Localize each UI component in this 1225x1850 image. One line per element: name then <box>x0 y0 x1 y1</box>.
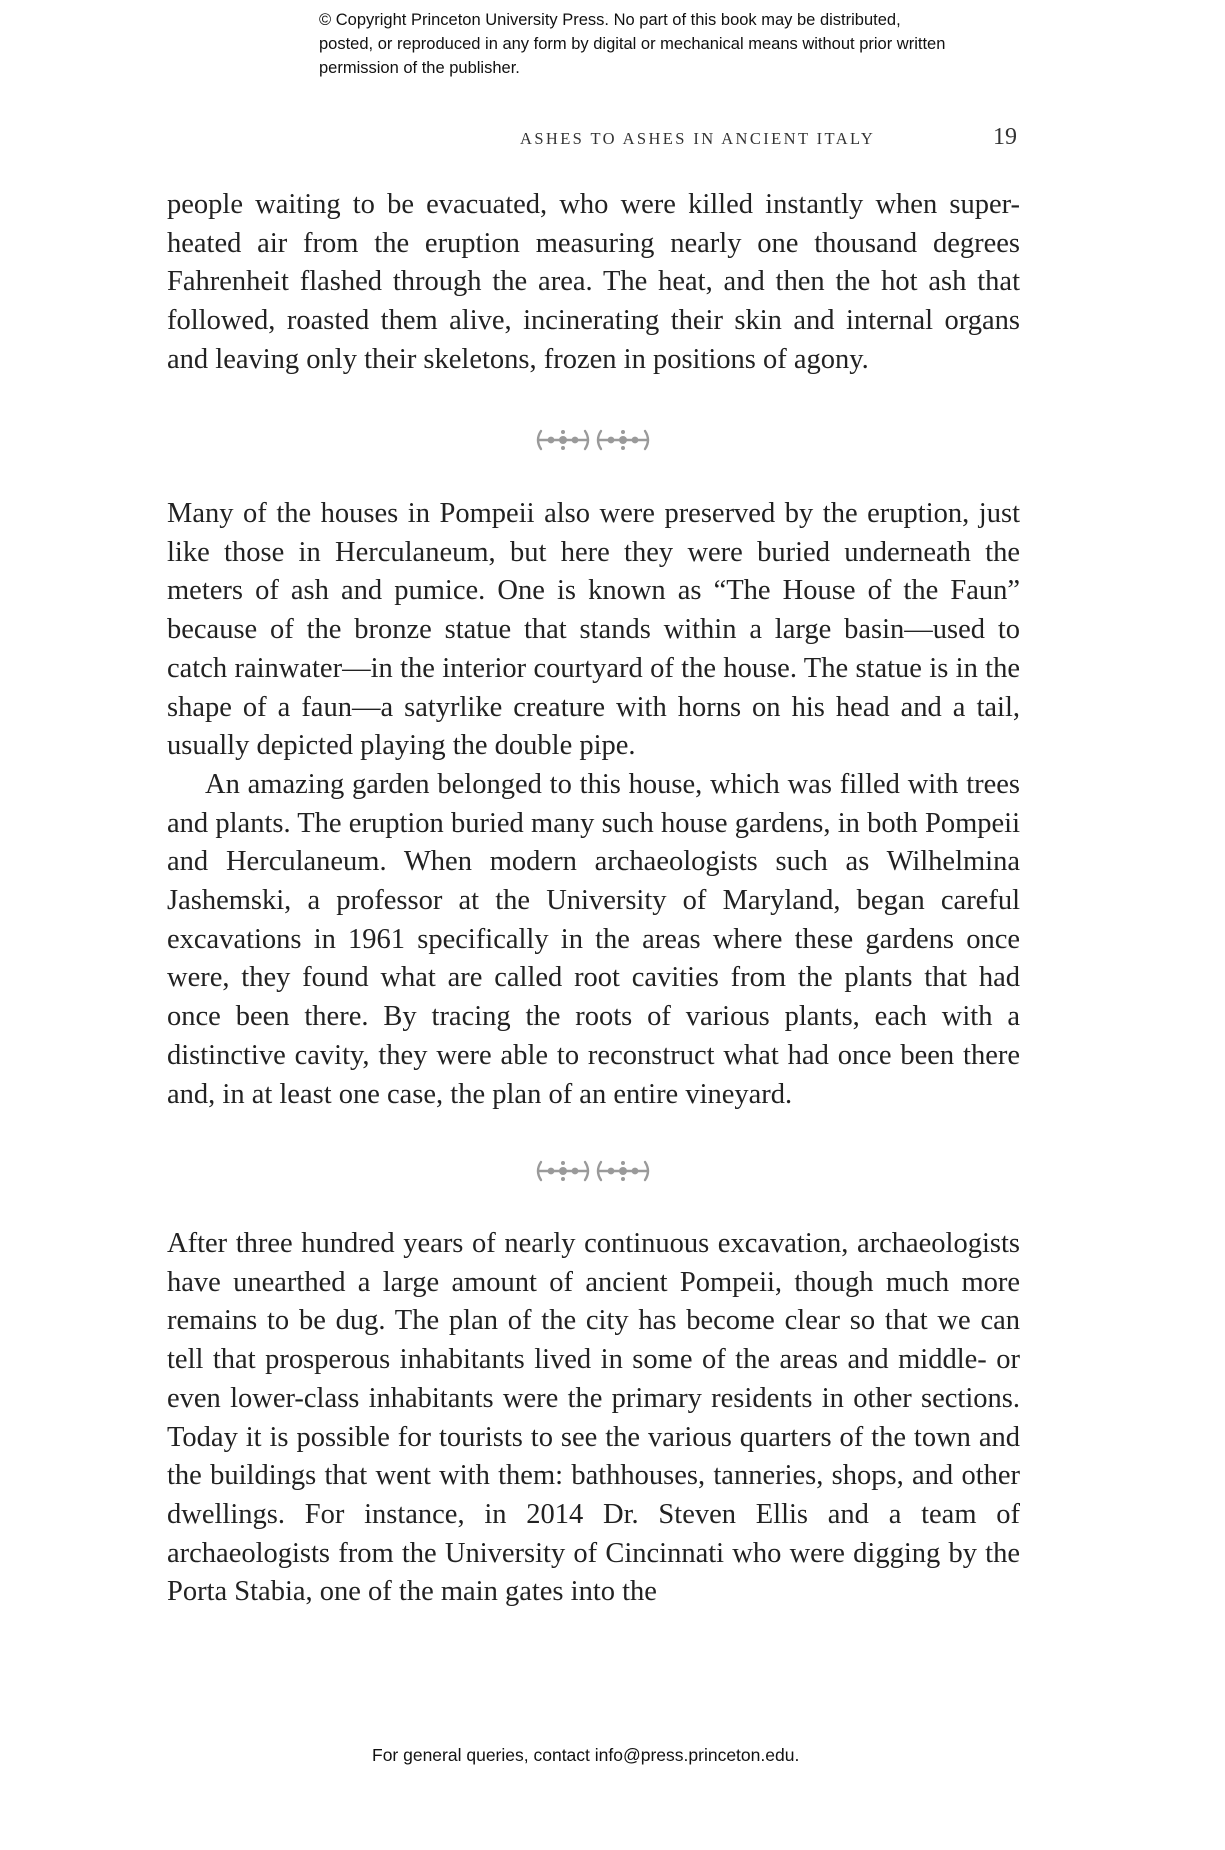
section-break-ornament-icon <box>533 1156 653 1186</box>
text-section-3 <box>167 1225 1020 1612</box>
footer-contact: For general queries, contact info@press.princeton.edu. <box>372 1745 800 1765</box>
paragraph: After three hundred years of nearly continuous excavation, archaeologists have unearthed a large amount of ancient Pompeii, though much more remains to be dug. The plan of the city has become clear so that we can tell that prosperous inhabitants lived in some of the areas and middle- or even lower-class inhabitants were the primary residents in other sections. Today it is possible for tourists to see the various quarters of the town and the buildings that went with them: bathhouses, tanneries, shops, and other dwellings. For instance, in 2014 Dr. Steven Ellis and a team of archaeologists from the University of Cincinnati who were digging by the Porta Stabia, one of the main gates into the <box>167 1228 1020 1608</box>
running-head: ASHES TO ASHES IN ANCIENT ITALY <box>520 129 876 148</box>
page-number: 19 <box>993 124 1017 150</box>
copyright-notice: © Copyright Princeton University Press. No part of this book may be distributed, posted, or reproduced in any form by digital or mechanical means without prior written permission of the publisher. <box>319 11 946 77</box>
paragraph: people waiting to be evacuated, who were killed instantly when super-heated air from the eruption measuring nearly one thousand degrees Fahrenheit flashed through the area. The heat, and then the hot ash that followed, roasted them alive, incinerating their skin and internal organs and leaving only their skeletons, frozen in positions of agony. <box>167 189 1020 375</box>
paragraph: Many of the houses in Pompeii also were preserved by the eruption, just like those in Herculaneum, but here they were buried underneath the meters of ash and pumice. One is known as “The House of the Faun” because of the bronze statue that stands within a large basin—used to catch rainwater—in the interior courtyard of the house. The statue is in the shape of a faun—a satyrlike creature with horns on his head and a tail, usually depicted playing the double pipe. <box>167 498 1020 762</box>
text-section-1 <box>167 186 1020 380</box>
text-section-2 <box>167 495 1020 1114</box>
section-break-ornament-icon <box>533 425 653 455</box>
paragraph: An amazing garden belonged to this house, which was filled with trees and plants. The eruption buried many such house gardens, in both Pompeii and Herculaneum. When modern archaeologists such as Wilhelmina Jashemski, a professor at the University of Maryland, began careful excavations in 1961 specifically in the areas where these gardens once were, they found what are called root cavities from the plants that had once been there. By tracing the roots of various plants, each with a distinctive cavity, they were able to reconstruct what had once been there and, in at least one case, the plan of an entire vineyard. <box>167 768 1020 1110</box>
